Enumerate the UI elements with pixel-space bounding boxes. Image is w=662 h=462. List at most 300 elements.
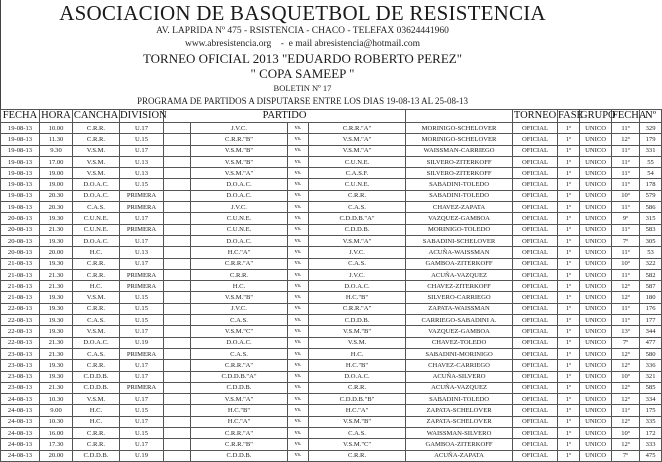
cell-grupo: UNICO (580, 269, 612, 280)
cell-torneo: OFICIAL (513, 450, 558, 461)
cell-grupo: UNICO (580, 134, 612, 145)
cell-fecha: 19-08-13 (1, 134, 40, 145)
cell-division: U.15 (120, 428, 164, 439)
cell-numero: 583 (640, 224, 662, 235)
cell-numero: 336 (640, 360, 662, 371)
cell-torneo: OFICIAL (513, 292, 558, 303)
cell-vs: vs. (288, 303, 309, 314)
cell-fecha: 19-08-13 (1, 179, 40, 190)
cell-blank (164, 202, 191, 213)
cell-fecha-num: 12º (612, 439, 640, 450)
cell-torneo: OFICIAL (513, 202, 558, 213)
cell-grupo: UNICO (580, 348, 612, 359)
cell-cancha: C.A.S. (73, 315, 120, 326)
cell-numero: 580 (640, 348, 662, 359)
col-torneo: TORNEO (513, 110, 557, 121)
cell-grupo: UNICO (580, 405, 612, 416)
cell-torneo: OFICIAL (513, 134, 558, 145)
cell-hora: 20.30 (40, 202, 73, 213)
association-title: ASOCIACION DE BASQUETBOL DE RESISTENCIA (59, 1, 546, 25)
cell-visiting-team: C.D.D.B."A" (309, 213, 406, 224)
cell-cancha: C.D.D.B. (73, 371, 120, 382)
cell-division: PRIMERA (120, 348, 164, 359)
cell-hora: 10.30 (40, 394, 73, 405)
cell-local-team: V.S.M."B" (191, 156, 288, 167)
cell-vs: vs. (288, 348, 309, 359)
cell-local-team: C.R.R."A" (191, 258, 288, 269)
cell-torneo: OFICIAL (513, 258, 558, 269)
cell-referees: CHAVEZ-TOLEDO (406, 337, 513, 348)
cell-division: U.15 (120, 292, 164, 303)
cell-fecha-num: 11º (612, 247, 640, 258)
table-row (1, 439, 662, 450)
cell-numero: 586 (640, 202, 662, 213)
cell-fase: 1º (558, 348, 580, 359)
cell-local-team: C.R.R."B" (191, 439, 288, 450)
cell-fecha-num: 11º (612, 224, 640, 235)
col-hora: HORA (41, 110, 71, 121)
cell-numero: 334 (640, 394, 662, 405)
cell-vs: vs. (288, 190, 309, 201)
cell-referees: ACUÑA-VAZQUEZ (406, 382, 513, 393)
cell-fecha-num: 10º (612, 258, 640, 269)
cell-numero: 177 (640, 315, 662, 326)
cell-blank (164, 168, 191, 179)
cell-fecha-num: 11º (612, 179, 640, 190)
col-fecha: FECHA (1, 110, 40, 123)
cell-local-team: C.R.R."A" (191, 428, 288, 439)
cell-blank (164, 213, 191, 224)
cell-fecha: 19-08-13 (1, 190, 40, 201)
cell-fecha-num: 12º (612, 348, 640, 359)
table-row (1, 348, 662, 359)
table-row (1, 123, 662, 134)
cell-cancha: C.R.R. (73, 258, 120, 269)
cell-grupo: UNICO (580, 315, 612, 326)
cell-torneo: OFICIAL (513, 145, 558, 156)
cell-torneo: OFICIAL (513, 439, 558, 450)
cell-torneo: OFICIAL (513, 428, 558, 439)
cell-fase: 1º (558, 281, 580, 292)
cell-torneo: OFICIAL (513, 213, 558, 224)
cell-fase: 1º (558, 382, 580, 393)
cell-division: U.17 (120, 416, 164, 427)
table-row (1, 269, 662, 280)
cell-fecha: 19-08-13 (1, 145, 40, 156)
cell-referees: GAMBOA-ZITERKOFF (406, 258, 513, 269)
cell-local-team: C.A.S. (191, 348, 288, 359)
cell-local-team: C.D.D.B. (191, 450, 288, 461)
cell-local-team: J.V.C. (191, 123, 288, 134)
cell-cancha: C.R.R. (73, 134, 120, 145)
cell-blank (164, 190, 191, 201)
cell-fecha-num: 12º (612, 360, 640, 371)
cell-vs: vs. (288, 337, 309, 348)
cell-fecha-num: 11º (612, 145, 640, 156)
cell-vs: vs. (288, 156, 309, 167)
cell-grupo: UNICO (580, 394, 612, 405)
table-row (1, 428, 662, 439)
cell-fecha-num: 10º (612, 428, 640, 439)
cell-visiting-team: C.R.R. (309, 450, 406, 461)
cell-grupo: UNICO (580, 213, 612, 224)
cell-blank (164, 235, 191, 246)
cell-numero: 344 (640, 326, 662, 337)
cell-fecha-num: 12º (612, 281, 640, 292)
table-row (1, 258, 662, 269)
cell-numero: 178 (640, 179, 662, 190)
cell-vs: vs. (288, 145, 309, 156)
boletin-number: BOLETIN Nº 17 (273, 83, 332, 93)
cell-division: U.17 (120, 235, 164, 246)
cell-fecha: 23-08-13 (1, 371, 40, 382)
cell-fase: 1º (558, 168, 580, 179)
cell-grupo: UNICO (580, 416, 612, 427)
cell-blank (164, 224, 191, 235)
cell-grupo: UNICO (580, 179, 612, 190)
cell-fecha-num: 7º (612, 235, 640, 246)
cell-grupo: UNICO (580, 428, 612, 439)
cell-fecha: 22-08-13 (1, 303, 40, 314)
table-row (1, 281, 662, 292)
cell-fase: 1º (558, 213, 580, 224)
cell-cancha: D.O.A.C. (73, 235, 120, 246)
cell-blank (164, 394, 191, 405)
torneo-title: TORNEO OFICIAL 2013 "EDUARDO ROBERTO PEREZ" (142, 51, 463, 66)
cell-grupo: UNICO (580, 202, 612, 213)
copa-title: " COPA SAMEEP " (250, 66, 355, 81)
cell-blank (164, 156, 191, 167)
cell-fecha-num: 10º (612, 190, 640, 201)
cell-referees: ZAPATA-SCHELOVER (406, 416, 513, 427)
cell-grupo: UNICO (580, 281, 612, 292)
cell-numero: 331 (640, 145, 662, 156)
cell-fecha: 21-08-13 (1, 258, 40, 269)
cell-blank (164, 439, 191, 450)
cell-fecha: 19-08-13 (1, 123, 40, 134)
cell-cancha: H.C. (73, 416, 120, 427)
cell-division: PRIMERA (120, 190, 164, 201)
cell-division: U.17 (120, 360, 164, 371)
cell-blank (164, 134, 191, 145)
cell-referees: WAISSMAN-CARRIEGO (406, 145, 513, 156)
address-line: AV. LAPRIDA Nº 475 - RSISTENCIA - CHACO - TELEFAX 03624441960 (156, 26, 449, 36)
cell-referees: SILVERO-ZITERKOFF (406, 168, 513, 179)
cell-hora: 21.30 (40, 281, 73, 292)
cell-vs: vs. (288, 213, 309, 224)
cell-fecha-num: 12º (612, 134, 640, 145)
cell-torneo: OFICIAL (513, 247, 558, 258)
cell-grupo: UNICO (580, 450, 612, 461)
table-row (1, 337, 662, 348)
cell-hora: 11.30 (40, 134, 73, 145)
cell-blank (164, 405, 191, 416)
cell-visiting-team: D.O.A.C. (309, 281, 406, 292)
cell-blank (164, 360, 191, 371)
cell-cancha: V.S.M. (73, 145, 120, 156)
cell-numero: 582 (640, 269, 662, 280)
cell-numero: 321 (640, 371, 662, 382)
cell-division: PRIMERA (120, 281, 164, 292)
cell-visiting-team: D.O.A.C. (309, 371, 406, 382)
table-row (1, 405, 662, 416)
cell-division: PRIMERA (120, 269, 164, 280)
cell-referees: SABADINI-SCHELOVER (406, 235, 513, 246)
cell-torneo: OFICIAL (513, 303, 558, 314)
col-division: DIVISION (120, 110, 167, 121)
cell-local-team: C.U.N.E. (191, 213, 288, 224)
cell-visiting-team: C.U.N.E. (309, 179, 406, 190)
cell-hora: 19.30 (40, 292, 73, 303)
cell-visiting-team: C.A.S. (309, 428, 406, 439)
cell-referees: MORINIGO-SCHELOVER (406, 123, 513, 134)
cell-referees: SABADINI-TOLEDO (406, 179, 513, 190)
cell-local-team: C.R.R."A" (191, 360, 288, 371)
cell-blank (164, 450, 191, 461)
cell-fecha-num: 11º (612, 315, 640, 326)
cell-division: PRIMERA (120, 202, 164, 213)
cell-local-team: V.S.M."A" (191, 394, 288, 405)
cell-referees: SABADINI-TOLEDO (406, 190, 513, 201)
cell-cancha: D.O.A.C. (73, 337, 120, 348)
cell-fase: 1º (558, 269, 580, 280)
cell-fecha-num: 11º (612, 156, 640, 167)
col-arbitros (406, 110, 513, 123)
cell-fecha: 20-08-13 (1, 247, 40, 258)
table-row (1, 213, 662, 224)
cell-grupo: UNICO (580, 190, 612, 201)
cell-torneo: OFICIAL (513, 224, 558, 235)
cell-hora: 20.00 (40, 450, 73, 461)
cell-hora: 20.30 (40, 190, 73, 201)
cell-fecha: 24-08-13 (1, 405, 40, 416)
cell-torneo: OFICIAL (513, 326, 558, 337)
cell-fecha-num: 11º (612, 123, 640, 134)
cell-hora: 19.30 (40, 303, 73, 314)
cell-hora: 21.30 (40, 382, 73, 393)
cell-hora: 19.30 (40, 213, 73, 224)
cell-cancha: C.U.N.E. (73, 224, 120, 235)
cell-hora: 19.30 (40, 235, 73, 246)
col-partido: PARTIDO (164, 110, 406, 123)
cell-blank (164, 303, 191, 314)
cell-cancha: C.R.R. (73, 360, 120, 371)
cell-referees: VAZQUEZ-GAMBOA (406, 213, 513, 224)
cell-vs: vs. (288, 134, 309, 145)
cell-grupo: UNICO (580, 145, 612, 156)
cell-fecha-num: 12º (612, 382, 640, 393)
col-fase: FASE (558, 110, 583, 121)
cell-cancha: C.D.D.B. (73, 450, 120, 461)
cell-referees: ACUÑA-WAISSMAN (406, 247, 513, 258)
cell-division: U.17 (120, 213, 164, 224)
cell-fase: 1º (558, 156, 580, 167)
cell-blank (164, 382, 191, 393)
cell-fecha: 20-08-13 (1, 224, 40, 235)
cell-hora: 20.00 (40, 247, 73, 258)
cell-referees: CARRIEGO-SABADINI A. (406, 315, 513, 326)
cell-fase: 1º (558, 405, 580, 416)
cell-fecha-num: 11º (612, 405, 640, 416)
cell-vs: vs. (288, 224, 309, 235)
cell-vs: vs. (288, 235, 309, 246)
cell-grupo: UNICO (580, 258, 612, 269)
cell-local-team: V.S.M."A" (191, 168, 288, 179)
cell-cancha: H.C. (73, 247, 120, 258)
cell-division: U.17 (120, 123, 164, 134)
cell-fase: 1º (558, 416, 580, 427)
cell-numero: 179 (640, 134, 662, 145)
cell-visiting-team: C.D.D.B. (309, 315, 406, 326)
cell-visiting-team: H.C."A" (309, 405, 406, 416)
table-row (1, 371, 662, 382)
cell-fase: 1º (558, 394, 580, 405)
cell-numero: 55 (640, 156, 662, 167)
cell-fase: 1º (558, 235, 580, 246)
cell-fecha: 24-08-13 (1, 439, 40, 450)
cell-numero: 315 (640, 213, 662, 224)
cell-local-team: C.R.R."B" (191, 134, 288, 145)
cell-cancha: C.R.R. (73, 123, 120, 134)
cell-fecha: 21-08-13 (1, 281, 40, 292)
cell-referees: WAISSMAN-SILVERO (406, 428, 513, 439)
cell-visiting-team: C.A.S. (309, 202, 406, 213)
cell-fase: 1º (558, 190, 580, 201)
page-left-border (0, 0, 1, 110)
cell-fecha-num: 12º (612, 394, 640, 405)
cell-hora: 19.30 (40, 360, 73, 371)
table-body (1, 123, 662, 462)
cell-referees: ACUÑA-ZAPATA (406, 450, 513, 461)
web-email-text: www.abresistencia.org - e mail abresistencia@hotmail.com (184, 39, 421, 49)
cell-fecha: 21-08-13 (1, 292, 40, 303)
table-row (1, 179, 662, 190)
cell-fase: 1º (558, 326, 580, 337)
cell-local-team: H.C."A" (191, 247, 288, 258)
cell-vs: vs. (288, 439, 309, 450)
cell-torneo: OFICIAL (513, 168, 558, 179)
cell-grupo: UNICO (580, 123, 612, 134)
cell-hora: 19.30 (40, 258, 73, 269)
cell-hora: 21.30 (40, 224, 73, 235)
cell-hora: 9.30 (40, 145, 73, 156)
cell-fecha-num: 13º (612, 326, 640, 337)
cell-local-team: D.O.A.C. (191, 235, 288, 246)
cell-grupo: UNICO (580, 168, 612, 179)
cell-fecha-num: 12º (612, 416, 640, 427)
cell-fase: 1º (558, 450, 580, 461)
cell-hora: 21.30 (40, 269, 73, 280)
cell-local-team: C.U.N.E. (191, 224, 288, 235)
cell-visiting-team: C.R.R."A" (309, 123, 406, 134)
cell-fecha-num: 10º (612, 371, 640, 382)
cell-referees: CHAVEZ-ZAPATA (406, 202, 513, 213)
cell-division: U.19 (120, 337, 164, 348)
cell-torneo: OFICIAL (513, 371, 558, 382)
cell-fecha: 19-08-13 (1, 202, 40, 213)
cell-torneo: OFICIAL (513, 190, 558, 201)
cell-division: PRIMERA (120, 224, 164, 235)
cell-division: PRIMERA (120, 382, 164, 393)
cell-fecha: 24-08-13 (1, 428, 40, 439)
cell-vs: vs. (288, 281, 309, 292)
table-row (1, 247, 662, 258)
cell-cancha: C.R.R. (73, 269, 120, 280)
cell-fecha: 19-08-13 (1, 156, 40, 167)
cell-fase: 1º (558, 439, 580, 450)
cell-local-team: C.D.D.B."A" (191, 371, 288, 382)
table-row (1, 168, 662, 179)
cell-fecha-num: 11º (612, 303, 640, 314)
cell-fase: 1º (558, 303, 580, 314)
cell-blank (164, 179, 191, 190)
cell-division: U.13 (120, 168, 164, 179)
cell-fecha-num: 11º (612, 269, 640, 280)
cell-fecha: 23-08-13 (1, 360, 40, 371)
cell-fase: 1º (558, 315, 580, 326)
cell-hora: 21.30 (40, 337, 73, 348)
cell-fecha: 24-08-13 (1, 450, 40, 461)
cell-grupo: UNICO (580, 292, 612, 303)
cell-fase: 1º (558, 360, 580, 371)
table-row (1, 303, 662, 314)
cell-visiting-team: H.C."B" (309, 292, 406, 303)
cell-referees: ZAPATA-SCHELOVER (406, 405, 513, 416)
cell-numero: 585 (640, 382, 662, 393)
cell-visiting-team: V.S.M. (309, 337, 406, 348)
cell-fase: 1º (558, 145, 580, 156)
cell-visiting-team: J.V.C. (309, 247, 406, 258)
cell-fase: 1º (558, 258, 580, 269)
table-row (1, 394, 662, 405)
cell-hora: 10.00 (40, 123, 73, 134)
cell-cancha: D.O.A.C. (73, 179, 120, 190)
cell-visiting-team: C.R.R."A" (309, 303, 406, 314)
table-row (1, 224, 662, 235)
cell-division: U.13 (120, 156, 164, 167)
cell-numero: 305 (640, 235, 662, 246)
cell-cancha: C.R.R. (73, 439, 120, 450)
cell-cancha: V.S.M. (73, 168, 120, 179)
cell-torneo: OFICIAL (513, 348, 558, 359)
cell-local-team: C.A.S. (191, 315, 288, 326)
table-row (1, 134, 662, 145)
cell-local-team: J.V.C. (191, 303, 288, 314)
cell-cancha: C.A.S. (73, 202, 120, 213)
cell-numero: 335 (640, 416, 662, 427)
cell-division: U.15 (120, 315, 164, 326)
cell-fecha: 23-08-13 (1, 348, 40, 359)
cell-local-team: D.O.A.C. (191, 179, 288, 190)
cell-fecha: 24-08-13 (1, 416, 40, 427)
table-row (1, 235, 662, 246)
cell-cancha: H.C. (73, 405, 120, 416)
cell-cancha: C.R.R. (73, 303, 120, 314)
fixtures-table (0, 109, 662, 462)
cell-vs: vs. (288, 123, 309, 134)
cell-fecha: 19-08-13 (1, 168, 40, 179)
table-row (1, 382, 662, 393)
cell-local-team: C.D.D.B. (191, 382, 288, 393)
cell-referees: ACUÑA-SILVERO (406, 371, 513, 382)
cell-torneo: OFICIAL (513, 416, 558, 427)
cell-hora: 9.00 (40, 405, 73, 416)
cell-fecha: 22-08-13 (1, 315, 40, 326)
cell-cancha: C.A.S. (73, 348, 120, 359)
cell-visiting-team: H.C. (309, 348, 406, 359)
cell-numero: 579 (640, 190, 662, 201)
col-numero: Nº (640, 110, 662, 123)
